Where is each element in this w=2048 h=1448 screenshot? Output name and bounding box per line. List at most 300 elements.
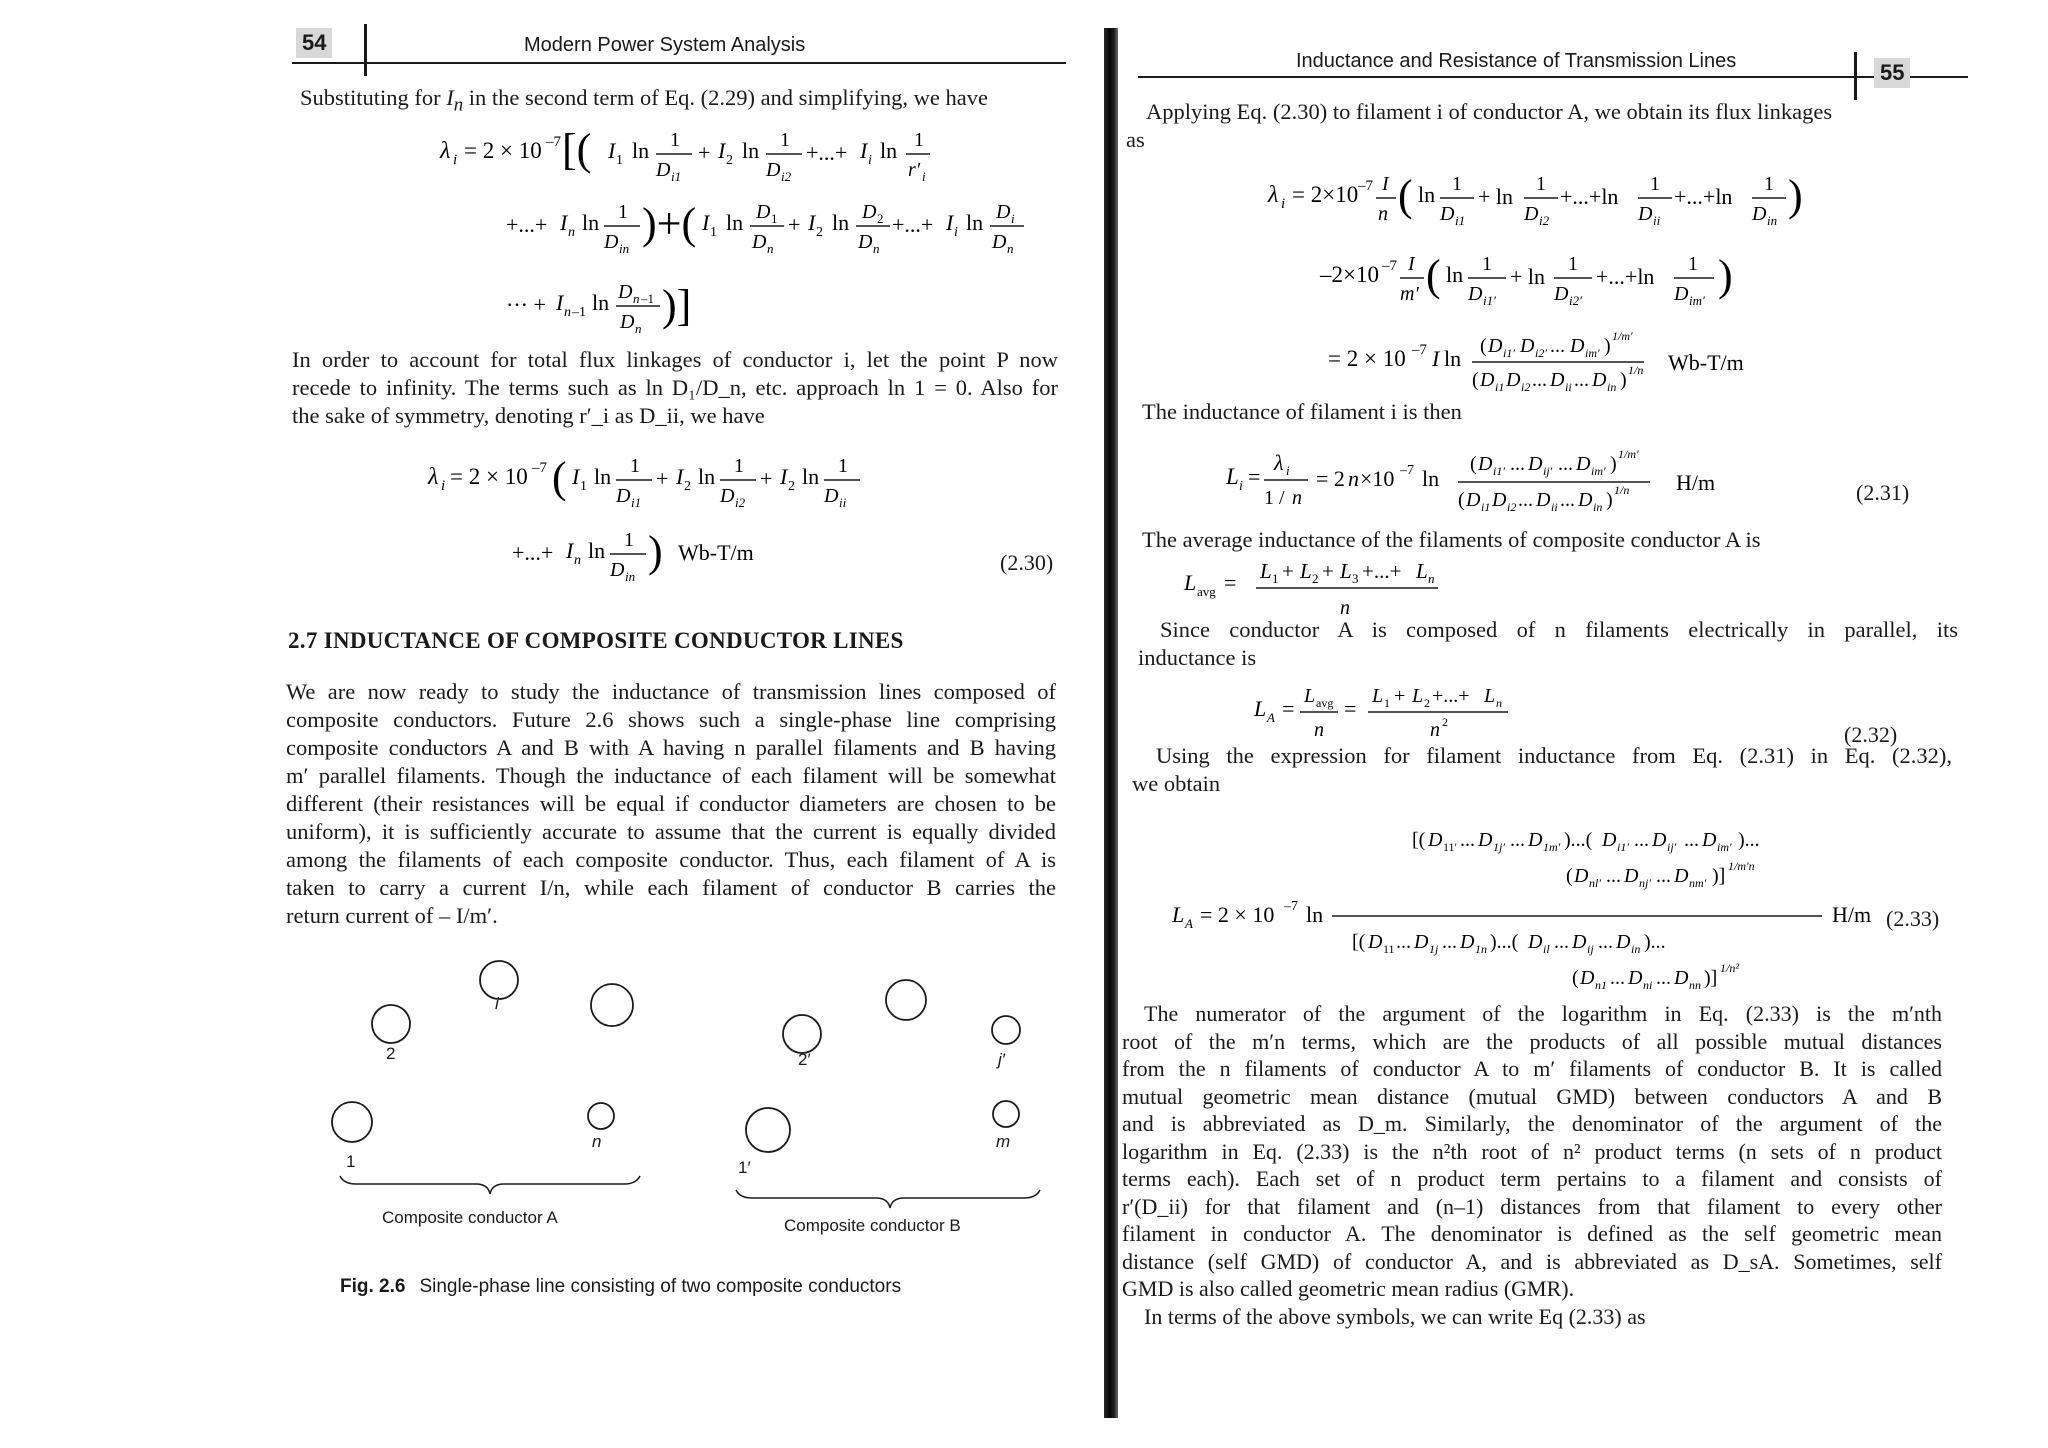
svg-text:D: D (1368, 931, 1383, 953)
svg-text:L: L (1226, 464, 1239, 489)
svg-text:= 2 × 10: = 2 × 10 (464, 138, 542, 163)
svg-text:ln: ln (1446, 262, 1464, 287)
svg-text:D: D (1428, 829, 1443, 851)
svg-text:I: I (608, 138, 616, 163)
filament-2prime (783, 1015, 821, 1053)
svg-text:ln: ln (1306, 902, 1324, 927)
label-composite-b: Composite conductor B (784, 1216, 961, 1235)
svg-text:n: n (1428, 571, 1435, 586)
equation-2-33-text (1118, 0, 1119, 1)
equation-number-2-30: (2.30) (1000, 550, 1054, 575)
svg-text:...: ... (1550, 335, 1565, 357)
svg-text:n: n (574, 553, 581, 568)
svg-text:avg: avg (1197, 584, 1216, 599)
svg-text:ln: ln (966, 210, 984, 235)
label-1prime: 1′ (738, 1158, 751, 1177)
svg-text:L: L (1372, 685, 1384, 707)
paragraph-line: logarithm in Eq. (2.33) is the n²th root of n² product terms (n sets of n product (1122, 1138, 1942, 1164)
header-tick (364, 24, 367, 76)
brace-a (340, 1176, 640, 1194)
svg-text:im′: im′ (1591, 464, 1606, 478)
svg-text:i1: i1 (671, 169, 682, 184)
svg-text:+...+ln: +...+ln (1596, 264, 1655, 289)
svg-text:+: + (760, 466, 773, 491)
svg-text:in: in (1607, 380, 1617, 394)
svg-text:11: 11 (1383, 942, 1395, 956)
svg-text:(: ( (552, 453, 567, 502)
svg-text:D: D (1674, 865, 1689, 887)
svg-text:D: D (756, 201, 771, 223)
svg-text:ii: ii (1653, 213, 1661, 228)
svg-text:(: ( (1470, 453, 1477, 475)
svg-text:A: A (1267, 710, 1275, 725)
svg-text:L: L (1340, 559, 1352, 583)
svg-text:ln: ln (632, 138, 650, 163)
svg-text:ln: ln (726, 210, 744, 235)
svg-text:i: i (441, 478, 446, 494)
svg-text:= 2 × 10: = 2 × 10 (450, 464, 528, 489)
svg-text:–2×10: –2×10 (1320, 262, 1379, 287)
svg-text:+: + (1394, 685, 1406, 707)
svg-text:...: ... (1656, 967, 1671, 989)
svg-text:D: D (1478, 453, 1493, 475)
label-composite-a: Composite conductor A (382, 1208, 558, 1227)
svg-text:i: i (1011, 211, 1015, 226)
paragraph-line: and is abbreviated as D_m. Similarly, the denominator of the argument of the (1122, 1111, 1942, 1136)
svg-text:D: D (1638, 203, 1653, 225)
svg-text:)...: )... (1644, 931, 1666, 953)
svg-text:in: in (619, 241, 630, 256)
svg-text:1/m′: 1/m′ (1612, 329, 1633, 343)
svg-text:L: L (1304, 685, 1316, 707)
svg-text:+...+: +...+ (1432, 685, 1470, 707)
svg-text:(: ( (1572, 967, 1579, 989)
svg-text:D: D (1468, 283, 1483, 305)
svg-text:= 2 × 10: = 2 × 10 (1200, 902, 1275, 927)
label-i: i (495, 994, 499, 1013)
brace-b (736, 1190, 1040, 1208)
svg-text:il: il (1543, 942, 1550, 956)
svg-text:11′: 11′ (1443, 840, 1458, 854)
svg-text:)...: )... (1738, 829, 1760, 851)
svg-text:L: L (1300, 559, 1312, 583)
svg-text:n: n (635, 321, 642, 336)
svg-text:λ: λ (440, 138, 451, 164)
figure-caption (340, 1276, 901, 1298)
svg-text:(: ( (1458, 489, 1465, 511)
svg-text:1n: 1n (1475, 942, 1487, 956)
svg-text:nn: nn (1689, 978, 1701, 992)
svg-text:ln: ln (592, 290, 610, 315)
svg-text:+ ln: + ln (1510, 264, 1546, 289)
svg-text:ij′: ij′ (1543, 464, 1553, 478)
svg-text:...: ... (1610, 967, 1625, 989)
svg-text:i: i (1239, 479, 1243, 494)
svg-text:+...+: +...+ (806, 140, 848, 165)
svg-text:)]: )] (662, 281, 692, 330)
svg-text:D: D (858, 231, 873, 253)
svg-text:D: D (1550, 369, 1565, 391)
equation-number-2-31: (2.31) (1856, 480, 1910, 505)
svg-text:in: in (625, 569, 636, 584)
paragraph-line: inductance is (1138, 645, 1257, 670)
svg-text:): ) (1788, 171, 1803, 220)
filament-1 (332, 1102, 372, 1142)
equation-number-2-33: (2.33) (1886, 906, 1940, 931)
svg-text:n: n (873, 241, 880, 256)
paragraph-line: root of the m′n terms, which are the products of all possible mutual distances (1122, 1028, 1942, 1054)
svg-text:+...+: +...+ (892, 212, 934, 237)
svg-text:(: ( (1426, 251, 1441, 300)
svg-text:2: 2 (1442, 715, 1448, 729)
svg-text:2: 2 (726, 153, 733, 168)
svg-text:1/m′: 1/m′ (1618, 447, 1639, 461)
svg-text:ln: ln (582, 210, 600, 235)
svg-text:i2: i2 (735, 495, 746, 510)
header-rule-left (292, 62, 1066, 64)
svg-text:2: 2 (877, 211, 884, 226)
svg-text:H/m: H/m (1832, 902, 1872, 927)
equation-2-32-text (1118, 0, 1119, 1)
svg-text:1: 1 (1536, 173, 1546, 195)
paragraph-line: composite conductors. Future 2.6 shows such a single-phase line comprising (286, 707, 1056, 732)
svg-text:–7: –7 (1412, 342, 1427, 358)
svg-text:L: L (1412, 685, 1424, 707)
equation-2-30-text-1 (0, 0, 1, 1)
svg-text:D: D (1576, 453, 1591, 475)
svg-text:i1′: i1′ (1493, 464, 1505, 478)
svg-text:D: D (1492, 489, 1507, 511)
svg-text:ln: ln (742, 138, 760, 163)
svg-text:...: ... (1442, 931, 1457, 953)
svg-text:+: + (788, 212, 801, 237)
svg-text:ln: ln (594, 464, 612, 489)
svg-text:(: ( (1398, 171, 1413, 220)
filament-2 (372, 1005, 410, 1043)
equation-average-text (1118, 0, 1119, 1)
svg-text:A: A (1185, 916, 1193, 931)
svg-text:n: n (1378, 203, 1388, 225)
svg-text:+: + (656, 466, 669, 491)
svg-text:n: n (1340, 597, 1350, 619)
svg-text:D: D (1506, 369, 1521, 391)
label-2prime: 2′ (798, 1050, 811, 1069)
label-1: 1 (346, 1152, 356, 1171)
svg-text:1: 1 (780, 129, 790, 151)
svg-text:D: D (1702, 829, 1717, 851)
svg-text:in: in (1631, 942, 1641, 956)
svg-text:D: D (992, 231, 1007, 253)
svg-text:–1: –1 (641, 291, 654, 306)
figure-drawing (300, 950, 1100, 1210)
svg-text:2: 2 (1424, 696, 1430, 710)
svg-text:D: D (1478, 829, 1493, 851)
filament-i (480, 961, 518, 999)
svg-text:D: D (618, 281, 633, 303)
svg-text:+...+ln: +...+ln (1560, 184, 1619, 209)
svg-text:–7: –7 (1358, 178, 1373, 194)
svg-text:i2: i2 (1539, 213, 1550, 228)
svg-text:+...+: +...+ (512, 540, 554, 565)
equation-flux-text-1 (1118, 0, 1119, 1)
svg-text:=: = (1224, 570, 1237, 595)
svg-text:ln: ln (832, 210, 850, 235)
paragraph-line: Using the expression for filament inductance from Eq. (2.31) in Eq. (2.32), (1156, 743, 1952, 768)
svg-text:ln: ln (880, 138, 898, 163)
svg-text:1: 1 (838, 455, 848, 477)
svg-text:r′: r′ (908, 159, 921, 181)
svg-text:m′: m′ (1400, 283, 1419, 305)
svg-text:n: n (1314, 719, 1324, 741)
figure-caption-text: Single-phase line consisting of two composite conductors (419, 1276, 902, 1297)
paragraph-line: terms each). Each set of n product term pertains to a filament and consists of (1122, 1166, 1942, 1191)
svg-text:)+(: )+( (642, 199, 697, 248)
svg-text:D: D (996, 201, 1011, 223)
svg-text:1j′: 1j′ (1493, 840, 1505, 854)
filament-n (588, 1103, 614, 1129)
svg-text:D: D (1572, 931, 1587, 953)
svg-text:[(: [( (562, 125, 592, 174)
paragraph-average (1142, 526, 1962, 554)
svg-text:nm′: nm′ (1689, 876, 1707, 890)
paragraph-line: the sake of symmetry, denoting r′_i as D_ii, we have (292, 403, 765, 428)
equation-2-31-text (1118, 0, 1119, 1)
svg-text:I: I (1432, 346, 1440, 371)
svg-text:n: n (633, 291, 640, 306)
paragraph-numerator (1122, 1000, 1942, 1330)
paragraph-line: We are now ready to study the inductance of transmission lines composed of (286, 679, 1056, 704)
svg-text:+ ln: + ln (1478, 184, 1514, 209)
svg-text:avg: avg (1316, 696, 1334, 710)
svg-text:ii: ii (1565, 380, 1572, 394)
svg-text:D: D (1674, 283, 1689, 305)
svg-text:+...+: +...+ (1362, 559, 1402, 583)
svg-text:1: 1 (670, 129, 680, 151)
svg-text:L: L (1172, 902, 1185, 927)
svg-text:i1′: i1′ (1483, 293, 1496, 308)
svg-text:L: L (1254, 696, 1267, 721)
paragraph-inductance-filament (1142, 398, 1962, 426)
svg-text:ii: ii (1551, 500, 1558, 514)
svg-text:1: 1 (1384, 696, 1390, 710)
svg-text:...: ... (1598, 931, 1613, 953)
svg-text:im′: im′ (1585, 346, 1600, 360)
svg-text:i: i (922, 169, 926, 184)
svg-text:–7: –7 (546, 134, 561, 150)
svg-text:D: D (1628, 967, 1643, 989)
paragraph-line: return current of – I/m′. (286, 903, 498, 928)
svg-text:D: D (720, 485, 735, 507)
svg-text:= 2 × 10: = 2 × 10 (1328, 346, 1406, 371)
svg-text:D: D (752, 231, 767, 253)
svg-text:3: 3 (1352, 571, 1359, 586)
svg-text:–1: –1 (572, 305, 586, 320)
svg-text:–7: –7 (1400, 463, 1414, 478)
svg-text:D: D (1466, 489, 1481, 511)
intro-paragraph-right (1126, 98, 1966, 154)
svg-text:Wb-T/m: Wb-T/m (678, 540, 754, 565)
svg-text:n: n (564, 305, 571, 320)
intro-paragraph-left: Substituting for $I_n$ in the second term of Eq. (2.29) and simplifying, we have (300, 85, 989, 116)
svg-text:i: i (868, 153, 872, 168)
running-head-right: Inductance and Resistance of Transmission Lines (1296, 50, 1737, 72)
svg-text:1: 1 (1650, 173, 1660, 195)
svg-text:nl′: nl′ (1589, 876, 1601, 890)
svg-text:1/n: 1/n (1628, 363, 1644, 377)
paragraph-line: as (1126, 127, 1145, 152)
svg-text:1: 1 (1568, 253, 1578, 275)
svg-text:1: 1 (580, 479, 587, 494)
svg-text:D: D (1752, 203, 1767, 225)
svg-text:··· +: ··· + (506, 292, 546, 317)
svg-text:i1: i1 (1495, 380, 1505, 394)
svg-text:[(: [( (1412, 829, 1426, 851)
svg-text:D: D (1580, 967, 1595, 989)
svg-text:I: I (702, 210, 710, 235)
svg-text:n: n (767, 241, 774, 256)
svg-text:L: L (1260, 559, 1272, 583)
svg-text:1/n²: 1/n² (1720, 961, 1739, 975)
svg-text:ln: ln (1422, 466, 1440, 491)
svg-text:Wb-T/m: Wb-T/m (1668, 350, 1744, 375)
svg-text:D: D (1520, 335, 1535, 357)
svg-text:1: 1 (1688, 253, 1698, 275)
svg-text:i2′: i2′ (1535, 346, 1547, 360)
svg-text:1: 1 (1482, 253, 1492, 275)
svg-text:in: in (1593, 500, 1603, 514)
section-heading-2-7: 2.7 INDUCTANCE OF COMPOSITE CONDUCTOR LINES (288, 628, 904, 653)
svg-text:I: I (676, 464, 684, 489)
svg-text:I: I (560, 210, 568, 235)
svg-text:D: D (766, 159, 781, 181)
svg-text:): ) (1610, 453, 1617, 475)
svg-text:nj′: nj′ (1639, 876, 1651, 890)
paragraph-line: recede to infinity. The terms such as ln D₁/D_n, etc. approach ln 1 = 0. Also for (292, 375, 1058, 400)
svg-text:): ) (1604, 335, 1611, 357)
svg-text:...: ... (1518, 489, 1533, 511)
svg-text:+: + (1282, 559, 1294, 583)
paragraph-since (1138, 616, 1958, 672)
svg-text:+...+: +...+ (506, 212, 548, 237)
paragraph-line: mutual geometric mean distance (mutual GMD) between conductors A and B (1122, 1083, 1942, 1109)
svg-text:i2: i2 (1521, 380, 1531, 394)
header-tick-right (1854, 52, 1857, 100)
svg-text:D: D (1574, 865, 1589, 887)
svg-text:L: L (1416, 559, 1428, 583)
paragraph-composite (286, 678, 1056, 930)
svg-text:D: D (824, 485, 839, 507)
svg-text:D: D (610, 559, 625, 581)
book-gutter (1104, 28, 1118, 1418)
paragraph-line: distance (self GMD) of conductor A, and is abbreviated as D_sA. Sometimes, self (1122, 1248, 1942, 1274)
svg-text:...: ... (1574, 369, 1589, 391)
svg-text:n: n (1430, 719, 1440, 741)
svg-text:ni: ni (1643, 978, 1653, 992)
svg-text:D: D (862, 201, 877, 223)
svg-text:): ) (1718, 251, 1733, 300)
svg-text:i1′: i1′ (1503, 346, 1515, 360)
paragraph-line: r′(D_ii) for that filament and (n–1) distances from that filament to every other (1122, 1193, 1942, 1219)
svg-text:i2: i2 (1507, 500, 1517, 514)
svg-text:1 /: 1 / (1264, 487, 1285, 509)
equation-2-30-text-2 (0, 0, 1, 1)
svg-text:D: D (1570, 335, 1585, 357)
svg-text:(: ( (1566, 865, 1573, 887)
svg-text:i1′: i1′ (1617, 840, 1629, 854)
svg-text:ij′: ij′ (1667, 840, 1677, 854)
svg-text:D: D (1652, 829, 1667, 851)
paragraph-line: GMD is also called geometric mean radius (GMR). (1122, 1276, 1575, 1301)
svg-text:...: ... (1684, 829, 1699, 851)
svg-text:λ: λ (1268, 182, 1279, 208)
svg-text:)...(: )...( (1490, 931, 1519, 953)
svg-text:D: D (1528, 931, 1543, 953)
svg-text:1: 1 (734, 455, 744, 477)
paragraph-line: In order to account for total flux linkages of conductor i, let the point P now (292, 347, 1058, 372)
svg-text:i1: i1 (1455, 213, 1466, 228)
svg-text:I: I (780, 464, 788, 489)
svg-text:1: 1 (616, 153, 623, 168)
svg-text:ij: ij (1587, 942, 1594, 956)
svg-text:n: n (1348, 466, 1359, 491)
svg-text:I: I (572, 464, 580, 489)
svg-text:D: D (1488, 335, 1503, 357)
svg-text:1: 1 (710, 225, 717, 240)
svg-text:in: in (1767, 213, 1778, 228)
svg-text:n: n (1496, 696, 1502, 710)
svg-text:D: D (1616, 931, 1631, 953)
svg-text:1: 1 (624, 529, 634, 551)
equation-number-2-32: (2.32) (1844, 722, 1898, 747)
svg-text:= 2×10: = 2×10 (1292, 182, 1359, 207)
svg-text:–7: –7 (532, 460, 547, 476)
svg-text:D: D (656, 159, 671, 181)
svg-text:I: I (718, 138, 726, 163)
svg-text:D: D (620, 311, 635, 333)
svg-text:I: I (860, 138, 868, 163)
svg-text:)]: )] (1704, 967, 1718, 989)
svg-text:D: D (1536, 489, 1551, 511)
right-page (1118, 0, 2048, 1448)
svg-text:1: 1 (1452, 173, 1462, 195)
svg-text:ln: ln (588, 538, 606, 563)
paragraph-line: m′ parallel filaments. Though the inductance of each filament will be somewhat (286, 763, 1056, 788)
paragraph-infinity (292, 346, 1058, 430)
equation-flux-text-3 (1118, 0, 1119, 1)
svg-text:D: D (1578, 489, 1593, 511)
filament-a3 (591, 984, 633, 1026)
svg-text:+: + (1322, 559, 1334, 583)
svg-text:L: L (1484, 685, 1496, 707)
svg-text:i1: i1 (1481, 500, 1491, 514)
svg-text:=: = (1248, 464, 1261, 489)
svg-text:λ: λ (428, 464, 439, 490)
svg-text:2: 2 (788, 479, 795, 494)
paragraph-line: composite conductors A and B with A having n parallel filaments and B having (286, 735, 1056, 760)
svg-text:1j: 1j (1429, 942, 1439, 956)
svg-text:im′: im′ (1689, 293, 1705, 308)
svg-text:λ: λ (1274, 450, 1284, 475)
svg-text:i: i (1281, 196, 1286, 212)
svg-text:n: n (568, 225, 575, 240)
svg-text:ln: ln (1444, 346, 1462, 371)
svg-text:1: 1 (1764, 173, 1774, 195)
svg-text:=: = (1282, 696, 1295, 721)
paragraph-line: Since conductor A is composed of n filaments electrically in parallel, its (1160, 617, 1958, 642)
page-number-55: 55 (1874, 58, 1910, 88)
svg-text:1/n: 1/n (1614, 483, 1630, 497)
svg-text:I: I (566, 538, 574, 563)
